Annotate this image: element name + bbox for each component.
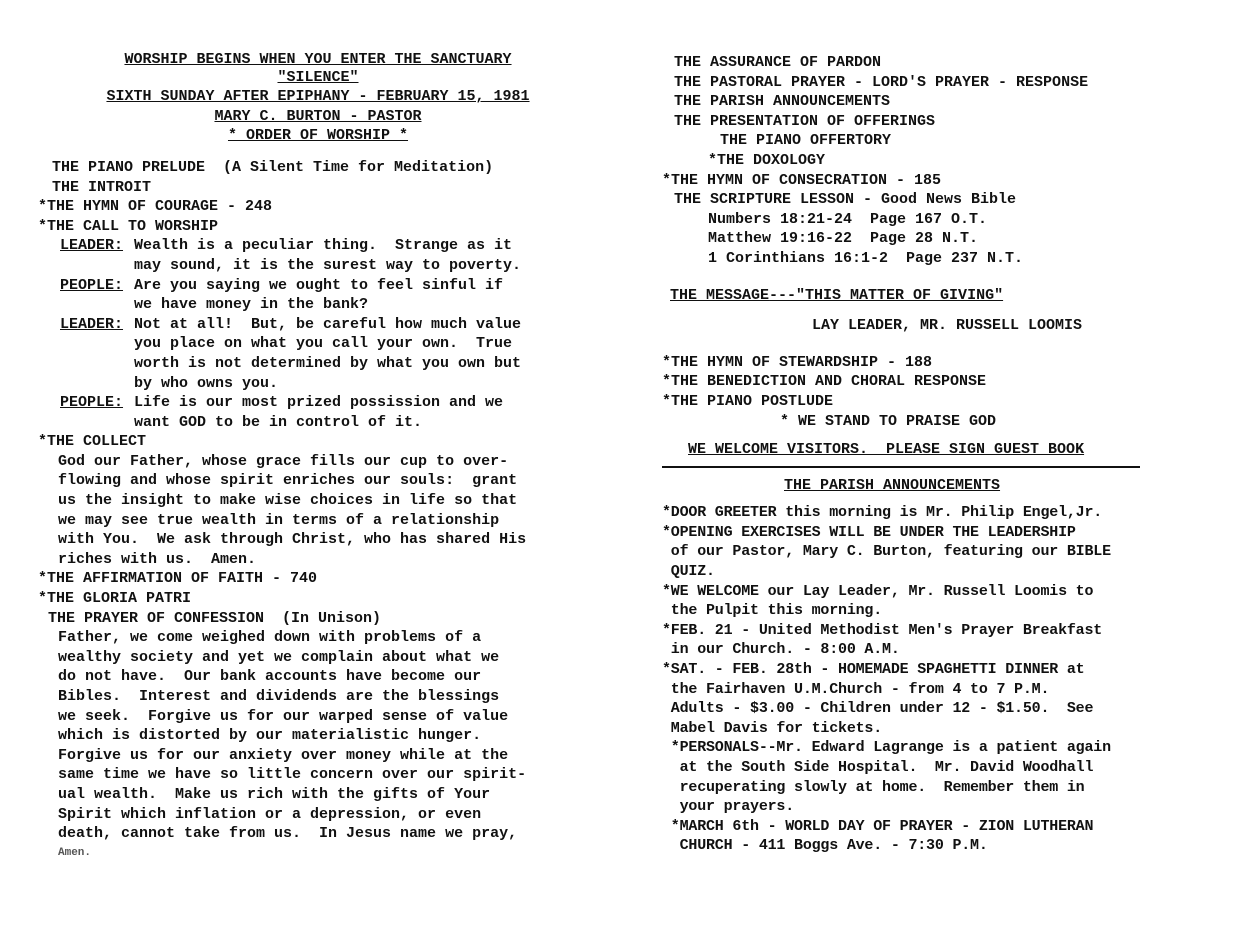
response-role: LEADER: (60, 237, 124, 255)
presentation-of-offerings: THE PRESENTATION OF OFFERINGS (674, 112, 936, 130)
response-line: by who owns you. (134, 374, 279, 392)
confession-line: Bibles. Interest and dividends are the blessings (58, 688, 500, 705)
announcement-item (662, 621, 1162, 660)
collect-prayer (38, 452, 598, 570)
announcement-line: recuperating slowly at home. Remember them in (662, 778, 1085, 796)
confession-line: do not have. Our bank accounts have become our (58, 668, 482, 686)
bulletin-header (38, 50, 598, 146)
announcement-line: the Fairhaven U.M.Church - from 4 to 7 P.M. (662, 680, 1050, 698)
assurance-of-pardon: THE ASSURANCE OF PARDON (674, 54, 882, 71)
welcome-visitors: WE WELCOME VISITORS. PLEASE SIGN GUEST BOOK (688, 441, 1085, 459)
confession-prayer (38, 628, 598, 863)
scripture-reading: Matthew 19:16-22 Page 28 N.T. (708, 230, 979, 248)
announcements-title: THE PARISH ANNOUNCEMENTS (784, 476, 1001, 494)
response-role: LEADER: (60, 315, 124, 333)
announcement-line: Mabel Davis for tickets. (662, 719, 883, 737)
scripture-lesson: THE SCRIPTURE LESSON - Good News Bible (674, 191, 1017, 209)
response-line: Life is our most prized possission and we (134, 394, 504, 412)
header-line-5: * ORDER OF WORSHIP * (227, 127, 409, 145)
response-block (60, 236, 598, 275)
confession-line: death, cannot take from us. In Jesus name we pray, (58, 825, 518, 843)
collect-line: flowing and whose spirit enriches our souls: grant (58, 472, 518, 490)
announcement-item (662, 817, 1162, 856)
announcement-line: CHURCH - 411 Boggs Ave. - 7:30 P.M. (662, 837, 988, 855)
parish-announcements-item: THE PARISH ANNOUNCEMENTS (674, 93, 891, 111)
benediction: *THE BENEDICTION AND CHORAL RESPONSE (662, 373, 987, 391)
confession-line: which is distorted by our materialistic hunger. (58, 727, 482, 745)
message-heading (662, 286, 1162, 306)
header-line-2: "SILENCE" (277, 68, 359, 86)
response-line: want GOD to be in control of it. (134, 413, 423, 431)
response-line: may sound, it is the surest way to poverty. (134, 256, 522, 274)
collect-line: we may see true wealth in terms of a relationship (58, 511, 500, 529)
announcement-line: *MARCH 6th - WORLD DAY OF PRAYER - ZION LUTHERAN (662, 817, 1094, 835)
message-title: ---"THIS MATTER OF GIVING" (769, 286, 1004, 304)
collect-line: riches with us. Amen. (58, 550, 257, 568)
confession-title: THE PRAYER OF CONFESSION (In Unison) (48, 609, 382, 627)
announcement-line: of our Pastor, Mary C. Burton, featuring our BIBLE (662, 543, 1111, 561)
announcement-item (662, 660, 1162, 738)
introit: THE INTROIT (52, 178, 152, 196)
announcement-line: *SAT. - FEB. 28th - HOMEMADE SPAGHETTI DINNER at (662, 661, 1085, 679)
confession-line: same time we have so little concern over our spirit- (58, 766, 527, 784)
hymn-consecration: *THE HYMN OF CONSECRATION - 185 (662, 171, 942, 189)
left-column (38, 50, 598, 863)
lay-leader: LAY LEADER, MR. RUSSELL LOOMIS (812, 317, 1083, 335)
announcement-line: in our Church. - 8:00 A.M. (662, 641, 900, 659)
confession-line: ual wealth. Make us rich with the gifts of Your (58, 785, 491, 803)
gloria-patri: *THE GLORIA PATRI (38, 590, 192, 608)
call-to-worship: *THE CALL TO WORSHIP (38, 217, 219, 235)
header-line-4: MARY C. BURTON - PASTOR (214, 107, 422, 125)
confession-line: Forgive us for our anxiety over money while at the (58, 746, 509, 764)
header-line-1: WORSHIP BEGINS WHEN YOU ENTER THE SANCTUARY (124, 51, 512, 68)
response-line: Are you saying we ought to feel sinful if (134, 276, 504, 294)
announcement-line: the Pulpit this morning. (662, 602, 883, 620)
response-line: Not at all! But, be careful how much value (134, 315, 522, 333)
piano-postlude: *THE PIANO POSTLUDE (662, 392, 834, 410)
collect-line: God our Father, whose grace fills our cup to over- (58, 452, 509, 470)
confession-line: we seek. Forgive us for our warped sense of value (58, 707, 509, 725)
responsive-reading (38, 236, 598, 432)
announcement-line: Adults - $3.00 - Children under 12 - $1.50. See (662, 700, 1094, 718)
response-line: worth is not determined by what you own but (134, 354, 522, 372)
confession-line: wealthy society and yet we complain about what we (58, 648, 500, 666)
announcement-line: at the South Side Hospital. Mr. David Woodhall (662, 759, 1094, 776)
response-block (60, 393, 598, 432)
piano-prelude: THE PIANO PRELUDE (A Silent Time for Meditation) (52, 158, 494, 176)
announcement-item (662, 582, 1162, 621)
stand-note: * WE STAND TO PRAISE GOD (780, 412, 997, 430)
announcement-line: *WE WELCOME our Lay Leader, Mr. Russell Loomis to (662, 582, 1094, 600)
confession-line: Spirit which inflation or a depression, or even (58, 805, 482, 823)
announcement-line: *FEB. 21 - United Methodist Men's Prayer Breakfast (662, 621, 1103, 639)
affirmation-of-faith: *THE AFFIRMATION OF FAITH - 740 (38, 570, 318, 588)
hymn-courage: *THE HYMN OF COURAGE - 248 (38, 198, 273, 216)
doxology: *THE DOXOLOGY (708, 151, 826, 169)
announcement-line: *OPENING EXERCISES WILL BE UNDER THE LEADERSHIP (662, 523, 1076, 541)
collect-line: with You. We ask through Christ, who has shared His (58, 531, 527, 549)
piano-offertory: THE PIANO OFFERTORY (720, 132, 892, 150)
announcement-item (662, 523, 1162, 582)
message-label: THE MESSAGE (670, 286, 770, 304)
header-line-3: SIXTH SUNDAY AFTER EPIPHANY - FEBRUARY 15, 1981 (106, 88, 530, 106)
collect-line: us the insight to make wise choices in life so that (58, 492, 518, 510)
response-block (60, 315, 598, 393)
scripture-reading: 1 Corinthians 16:1-2 Page 237 N.T. (708, 249, 1024, 267)
scripture-reading: Numbers 18:21-24 Page 167 O.T. (708, 210, 988, 228)
announcement-line: your prayers. (662, 798, 795, 816)
response-line: Wealth is a peculiar thing. Strange as it (134, 237, 513, 255)
announcement-line: *PERSONALS--Mr. Edward Lagrange is a patient again (662, 739, 1111, 757)
right-column (662, 53, 1162, 856)
announcement-item (662, 503, 1162, 523)
collect-title: *THE COLLECT (38, 433, 147, 451)
confession-line: Amen. (58, 846, 92, 859)
response-block (60, 276, 598, 315)
confession-line: Father, we come weighed down with problems of a (58, 629, 482, 647)
announcements-list (662, 503, 1162, 856)
announcement-line: *DOOR GREETER this morning is Mr. Philip Engel,Jr. (662, 504, 1103, 522)
response-role: PEOPLE: (60, 394, 124, 412)
announcement-item (662, 738, 1162, 816)
section-divider (662, 466, 1140, 468)
response-role: PEOPLE: (60, 276, 124, 294)
response-line: we have money in the bank? (134, 296, 369, 314)
hymn-stewardship: *THE HYMN OF STEWARDSHIP - 188 (662, 353, 933, 371)
announcement-line: QUIZ. (662, 563, 715, 581)
pastoral-prayer: THE PASTORAL PRAYER - LORD'S PRAYER - RESPONSE (674, 73, 1089, 91)
response-line: you place on what you call your own. True (134, 335, 513, 353)
